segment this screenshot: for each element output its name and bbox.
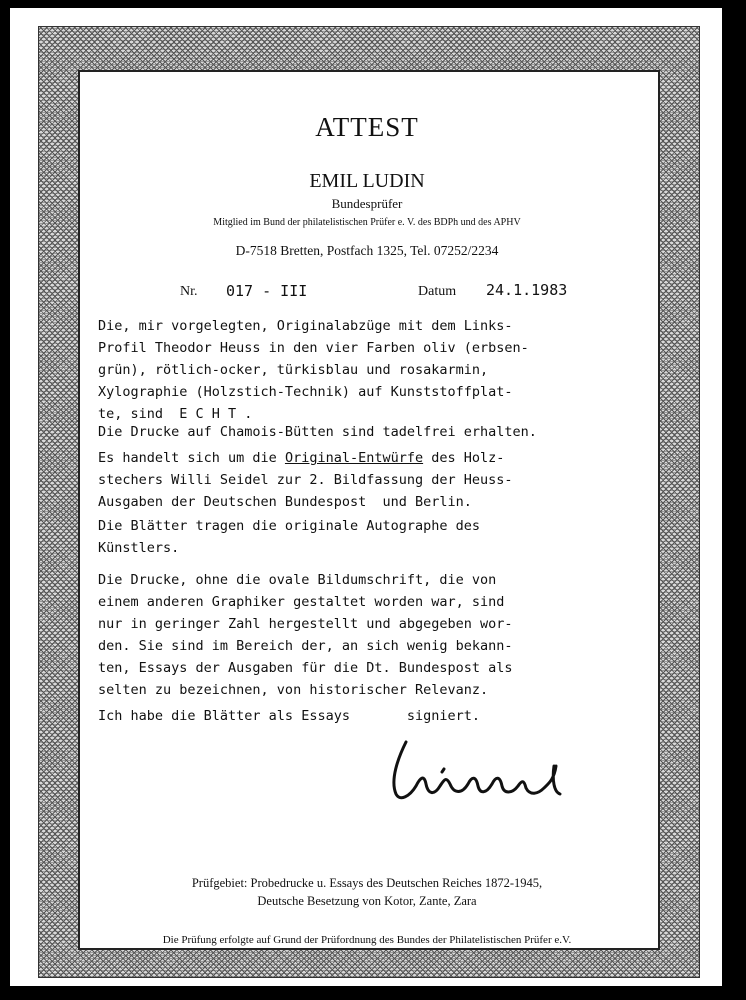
date-value: 24.1.1983 <box>486 281 568 299</box>
certificate-title: ATTEST <box>315 112 419 142</box>
handwritten-signature <box>384 736 604 802</box>
body-line: Die, mir vorgelegten, Originalabzüge mit dem Links- <box>98 318 513 334</box>
footer-scope-line: Prüfgebiet: Probedrucke u. Essays des Deutschen Reiches 1872-1945, <box>191 876 543 890</box>
body-line: te, sind E C H T . <box>98 406 253 422</box>
body-line-original <box>98 450 504 466</box>
body-line: Die Blätter tragen die originale Autographe des <box>98 518 481 534</box>
body-line: den. Sie sind im Bereich der, an sich wenig bekann- <box>98 638 513 654</box>
certificate-sheet <box>10 8 722 986</box>
number-label: Nr. <box>180 284 198 299</box>
certificate-content <box>82 74 652 946</box>
body-line: Künstlers. <box>98 540 180 556</box>
body-line: selten zu bezeichnen, von historischer Relevanz. <box>98 682 489 698</box>
examiner-role: Bundesprüfer <box>331 196 403 211</box>
body-line: einem anderen Graphiker gestaltet worden war, sind <box>98 594 505 610</box>
body-line: nur in geringer Zahl hergestellt und abgegeben wor- <box>98 616 513 632</box>
body-text: des Holz- <box>423 450 505 466</box>
body-line: stechers Willi Seidel zur 2. Bildfassung der Heuss- <box>98 472 513 488</box>
body-line: Xylographie (Holzstich-Technik) auf Kunststoffplat- <box>98 384 513 400</box>
body-line: Ausgaben der Deutschen Bundespost und Berlin. <box>98 494 472 510</box>
footer-regulation-line: Die Prüfung erfolgte auf Grund der Prüfordnung des Bundes der Philatelistischen Prüfer e.V. <box>162 934 572 946</box>
date-label: Datum <box>418 284 457 299</box>
address-line: D-7518 Bretten, Postfach 1325, Tel. 07252/2234 <box>235 243 499 258</box>
body-line: grün), rötlich-ocker, türkisblau und rosakarmin, <box>98 362 489 378</box>
examiner-name: EMIL LUDIN <box>309 170 425 192</box>
body-line: Ich habe die Blätter als Essays signiert. <box>98 708 481 724</box>
body-line: ten, Essays der Ausgaben für die Dt. Bundespost als <box>98 660 513 676</box>
footer-scope-line-2: Deutsche Besetzung von Kotor, Zante, Zara <box>257 894 477 908</box>
body-line: Profil Theodor Heuss in den vier Farben oliv (erbsen- <box>98 340 529 356</box>
body-line: Die Drucke auf Chamois-Bütten sind tadelfrei erhalten. <box>98 424 537 440</box>
body-line: Die Drucke, ohne die ovale Bildumschrift, die von <box>98 572 497 588</box>
number-value: 017 - III <box>226 282 308 300</box>
membership-line: Mitglied im Bund der philatelistischen Prüfer e. V. des BDPh und des APHV <box>213 217 521 228</box>
underlined-original-entwuerfe: Original-Entwürfe <box>284 450 424 466</box>
body-text: Es handelt sich um die <box>98 450 285 466</box>
